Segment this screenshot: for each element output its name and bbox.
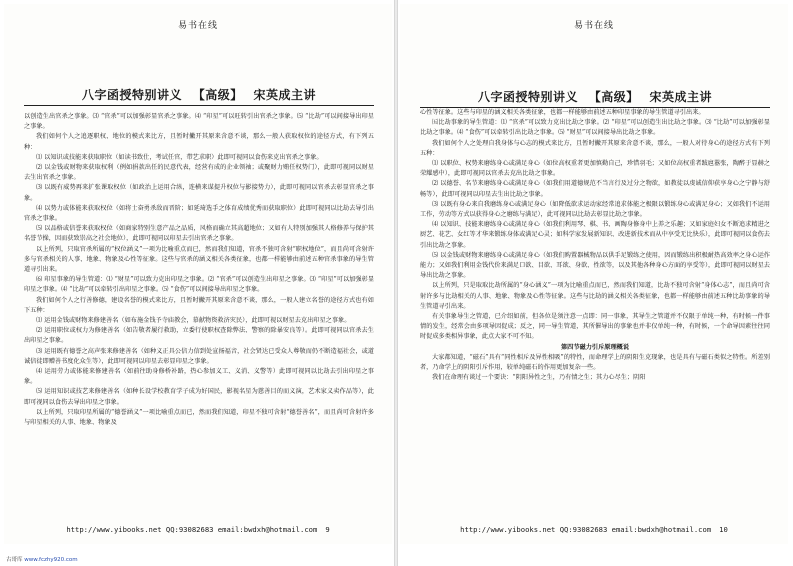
right-title-main: 八字函授特别讲义 bbox=[478, 90, 579, 104]
right-title-bar bbox=[420, 88, 770, 108]
body-paragraph: ⑵ 以德誉、名节来磨练身心或满足身心（如我们用道德规范不当言行及过分之物欲，如教徒以虔诚信仰获享身心之宁静与舒畅等），此即可视同以印星去生出比劫之事象。 bbox=[420, 180, 770, 198]
left-page bbox=[4, 4, 392, 544]
body-paragraph: 我们在命理有谈过一个要诀：“阴阳异性之生，乃有情之生；其力心尽生；阴阳 bbox=[432, 374, 646, 382]
body-paragraph: 以创造生出官杀之事象。⑶ “官杀”可以加强彰显官杀之事象。⑷ “印星”可以旺转引出官杀之事象。⑸ “比劫”可以间接导出印星之事象。 bbox=[24, 113, 374, 131]
body-paragraph: 我们如何个人之追逐职权、地位的模式来比方，且暂时撇开其原来含意不谈，那么一般人获取权位的途径方式，有下列五种： bbox=[24, 133, 374, 151]
body-paragraph: ⑹ 印星事象的导生管道：⑴ “财星”可以致力克出印星之事象。⑵ “官杀”可以创造生出印星之事象。⑶ “印星”可以加强彰显印星之事象。⑷ “比劫”可以牵转引出印星之事象。⑸ “食伤”可以间接导出印星之事象。 bbox=[24, 276, 374, 294]
right-footer-contact: http://www.yibooks.net QQ:93082683 email:bwdxh@hotmail.com bbox=[460, 525, 712, 534]
left-title-bar bbox=[24, 86, 374, 106]
body-paragraph: 心性等征象。这些与印星的涵义相关各类征象，也都一样能够由前述五种印星事象的导生管道寻引出来。 bbox=[420, 109, 705, 116]
watermark-prefix: 古哥库 bbox=[6, 557, 23, 563]
body-paragraph: ⑶ 以既有威势再来扩张课取权位（如政治上运用合纵，连横来谋提升权位与影接势力），此即可视同以官杀去彰显官杀之事象。 bbox=[24, 184, 374, 202]
right-page bbox=[400, 4, 788, 544]
body-paragraph: ⑵ 运用职位或权力为修建善名（如告敬者履行救助，立委行使职权查除弊法、警察的除暴安良等）。此即可视同以官杀去生出印星之事象。 bbox=[24, 327, 374, 345]
body-paragraph: ⑵ 以金钱或财物来获取权利（例如捐款出任的民意代表，经营有成的企业领袖；或聚财力贿任权势门），此即可视同以财星去生出官杀之事象。 bbox=[24, 164, 374, 182]
book-gutter bbox=[394, 0, 398, 566]
body-paragraph: ㈤比劫事象的导生管道：⑴ “官杀”可以致力克出比劫之事象。⑵ “印星”可以创造生出比劫之事象。⑶ “比劫”可以加强彰显比劫之事象。⑷ “食伤”可以牵转引出比劫之事象。⑸ “财星”可以间接导出比劫之事象。 bbox=[420, 119, 770, 137]
left-title-author: 宋英成主讲 bbox=[253, 88, 316, 102]
body-paragraph: ⑴ 以职位、权势来磨练身心或满足身心（如位高权重者更加慎勤自己，珍惜羽毛；又如位高权重者跋扈嚣张，陶醉于显赫之荣耀感中），此即可视同以官杀去克出比劫之事象。 bbox=[420, 160, 770, 178]
body-paragraph: ⑷ 运用劳力或体能来修建善名（如前往助身修桥补路，热心参加义工、义消、义警等）此即可视同以比劫去引出印星之事象。 bbox=[24, 368, 374, 386]
body-paragraph: ⑸ 运用知识或技艺来修建善名（如种长设学校教育学子成为好国民，影视名星为慈善目的而义演，艺术家义卖作品等），此即可视同以食伤去导出印星之事象。 bbox=[24, 388, 374, 406]
body-paragraph: ⑷ 以知识、技能来磨练身心或满足身心（如我们利用琴、棋、书、画陶身修身中上养之乐趣；又如家庭妇女不断追求精进之厨艺、花艺、女红等才华来锻练身体或满足心灵；如科学家发展新知识、改进新技术而从中享受无比快乐），此即可视同以食伤去引出比劫之事象。 bbox=[420, 221, 770, 249]
section-heading: 第四节磁力引斥原理概说 bbox=[560, 343, 630, 351]
body-paragraph: ⑷ 以势力或体能来获取权位（如将士奋勇杀敌而晋阶；如延琦选手之体育成绩优秀而获取职位）此即可视同以比劫去导引出官杀之事象。 bbox=[24, 204, 374, 223]
body-paragraph: 有关事象导生之管道，已介绍如前，但各位是须注意一点即：同一事象，其导生之管道并不仅限于单纯一种，有时候一件事情的发生，经常会由多项导因促成；反之，同一导生管道，其所催导出的事象也并非仅单纯一种，有时候，一个命导因素往往同时促成多类相异事象，此点大家不可不知。 bbox=[420, 313, 770, 341]
right-footer bbox=[400, 525, 788, 534]
left-page-number: 9 bbox=[325, 525, 330, 534]
body-paragraph: ⑶ 以既有身心来自我磨练身心或满足身心（如降低欲求运动家经常追求体能之极限以锻练身心或满足身心；又如我们不运用工作，劳动等方式以获得身心之磨练与满足），此可视同以比劫去彰显比劫之事象。 bbox=[420, 200, 770, 219]
body-paragraph: 我们如何个人之处理自我身体与心志的模式来比方，且暂时撇开其原来含意不谈，那么，一般人对待身心的途径方式有下列五种： bbox=[420, 139, 770, 157]
left-footer-contact: http://www.yibooks.net QQ:93082683 email:bwdxh@hotmail.com bbox=[66, 525, 318, 534]
body-paragraph: ⑴ 运用金钱或财物来修建善名（如布施金钱予寺庙教会，慕献物资救济灾民），此即可视以财星去克出印星之事象。 bbox=[36, 317, 351, 325]
left-body-text bbox=[24, 112, 374, 514]
left-running-head: 易书在线 bbox=[177, 21, 218, 31]
body-paragraph: 大家都知道，“磁石”具有“同性相斥及异性相吸”的特性，而命理学上的阴阳生克现象，也是具有与磁石类似之特性。所差别者，乃命学上的阴阳引斥作用，较单纯磁石的作用更加复杂一些。 bbox=[420, 353, 770, 372]
body-paragraph: 我们如何个人之行善修德，建设名誉的模式来比方，且暂时撇开其原来含意不谈，那么，一般人建立名誉的途径方式也有如下五种： bbox=[24, 296, 374, 314]
watermark-url[interactable]: www.fczhy920.com bbox=[24, 557, 78, 563]
right-body-text bbox=[420, 108, 770, 514]
body-paragraph: 以上所列，只取官杀所属的“权位涵义”一项为比喻重点而已，然而我们知道，官杀不独可含射“职权地位”，而且尚可含射许多与官杀相关的人事、地象、物象及心性等征象。这些与官杀的涵义相关各类征象，也都一样能够由前述五种官杀事象的导生管道寻引出来。 bbox=[24, 245, 374, 274]
body-paragraph: 以上所列，只是取取比劫所属的“身心涵义”一项为比喻重点而已，然而我们知道，比劫不独可含射“身体心志”，而且尚可含射许多与比劫相关的人事、地象、物象及心性等征象。这些与比劫的涵义相关各类征象，也都一样能够由前述五种比劫事象的导生管道寻引出来。 bbox=[420, 282, 770, 310]
site-watermark bbox=[6, 555, 78, 563]
body-paragraph: 以上所列，只取印星所属的“德誉涵义”一项比喻重点而已，然而我们知道，印星不独可含射“德誉善名”，而且尚可含射许多与印星相关的人事、地象、物象及 bbox=[24, 408, 374, 427]
right-title-author: 宋英成主讲 bbox=[649, 90, 712, 104]
left-footer bbox=[4, 525, 392, 534]
right-running-head: 易书在线 bbox=[573, 21, 614, 31]
left-title-level: 【高级】 bbox=[192, 88, 243, 102]
right-title-level: 【高级】 bbox=[588, 90, 639, 104]
body-paragraph: ⑸ 以品格或信誉来获取权位（如商家特别生意产品之品质，风格而确立其高超地位；又如有人特别加强其人格修养与保护其名誉节操，因而获致崇高之社会地位），此即可视同以印星去引出官杀之事象。 bbox=[24, 225, 374, 243]
body-paragraph: ⑸ 以金钱或财物来磨练身心或满足身心（如我们购置器械物品以供手足锻练之使用，因而锻练出积极耐热高效率之身心运作能力；又如我们利用金钱代价来满足口欲、目欲、耳欲、身欲、性欲等，以及其他各种身心方面的享受等），此即可视同以财星去导出比劫之事象。 bbox=[420, 251, 770, 280]
body-paragraph: ⑴ 以知识或技能来获取职位（如读书致仕，考试任官，带艺求职）此即可视同以食伤来克出官杀之事象。 bbox=[36, 153, 323, 161]
body-paragraph: ⑶ 运用既有德誉之高声张来修建善名（如种义正具公信力信到处宣扬福音，社会贤达已受众人尊敬而仍不断造福社会，或道诚信徒即赠善书度化众生等），此即可视同以印星去彰显印星之事象。 bbox=[24, 347, 374, 365]
right-page-number: 10 bbox=[719, 525, 728, 534]
left-title-main: 八字函授特别讲义 bbox=[82, 88, 183, 102]
